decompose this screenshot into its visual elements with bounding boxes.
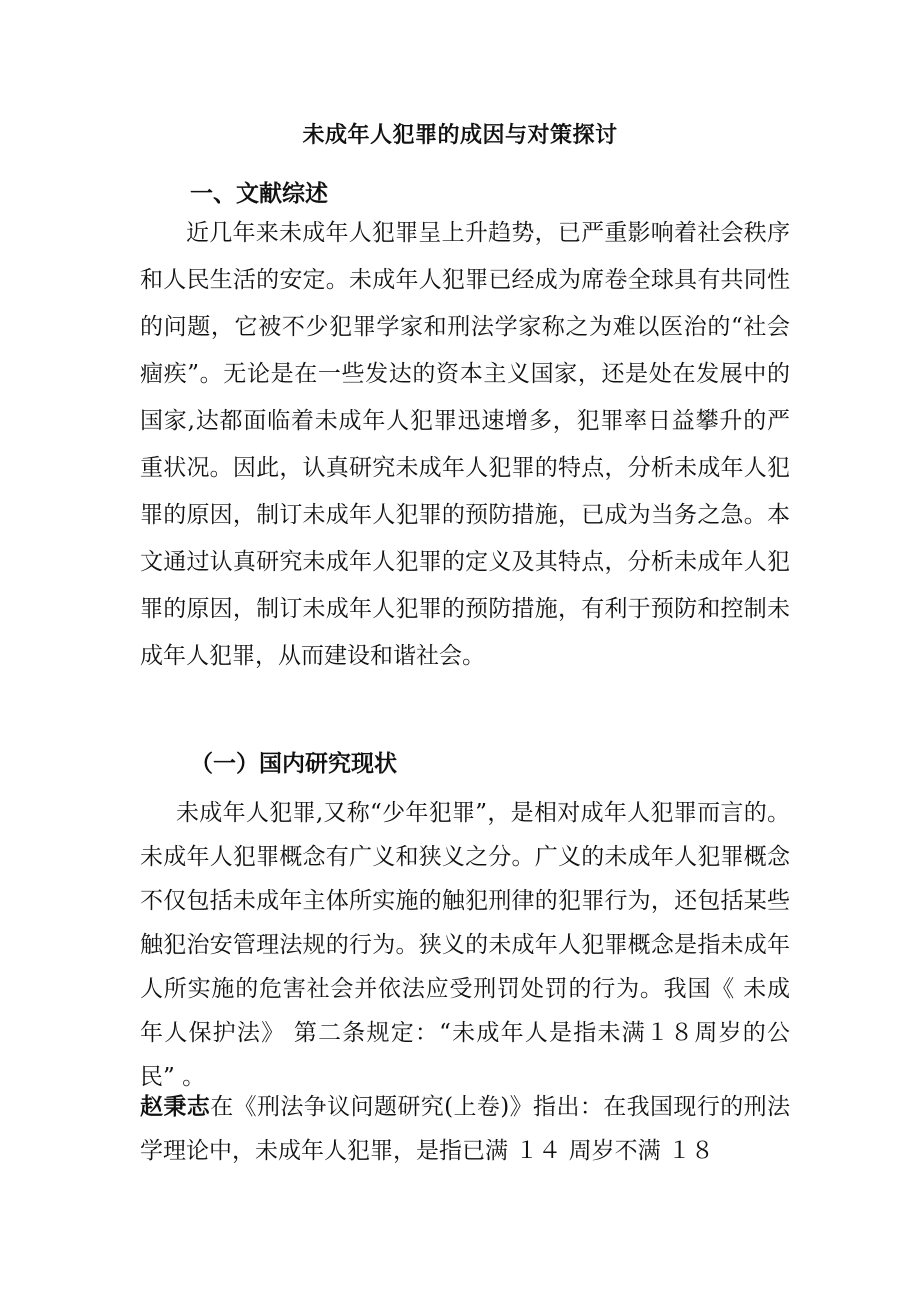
section-paragraph-intro: 近几年来未成年人犯罪呈上升趋势，已严重影响着社会秩序和人民生活的安定。未成年人犯罪已经成为席卷全球具有共同性的问题，它被不少犯罪学家和刑法学家称之为难以医治的“社会痼疾”。无论是在一些发达的资本主义国家，还是处在发展中的国家,达都面临着未成年人犯罪迅速增多，犯罪率日益攀升的严重状况。因此，认真研究未成年人犯罪的特点，分析未成年人犯罪的原因，制订未成年人犯罪的预防措施，已成为当务之急。本文通过认真研究未成年人犯罪的定义及其特点，分析未成年人犯罪的原因，制订未成年人犯罪的预防措施，有利于预防和控制未成年人犯罪，从而建设和谐社会。 [140,220,790,669]
citation-author: 赵秉志 [140,1093,211,1120]
subsection-paragraph-definition: 未成年人犯罪,又称“少年犯罪”，是相对成年人犯罪而言的。未成年人犯罪概念有广义和狭义之分。广义的未成年人犯罪概念不仅包括未成年主体所实施的触犯刑律的犯罪行为，还包括某些触犯治安管理法规的行为。狭义的未成年人犯罪概念是指未成年人所实施的危害社会并依法应受刑罚处罚的行为。我国《 未成年人保护法》 第二条规定：“未成年人是指未满１８周岁的公民” 。 [140,800,790,1090]
section-heading-literature-review: 一、文献综述 [190,180,328,207]
subsection-heading-domestic-research: （一）国内研究现状 [190,750,397,777]
document-title: 未成年人犯罪的成因与对策探讨 [302,122,618,148]
citation-paragraph [140,1085,790,1173]
citation-text: 在《刑法争议问题研究(上卷)》指出：在我国现行的刑法学理论中，未成年人犯罪，是指已满 １４ 周岁不满 １８ [140,1094,790,1164]
